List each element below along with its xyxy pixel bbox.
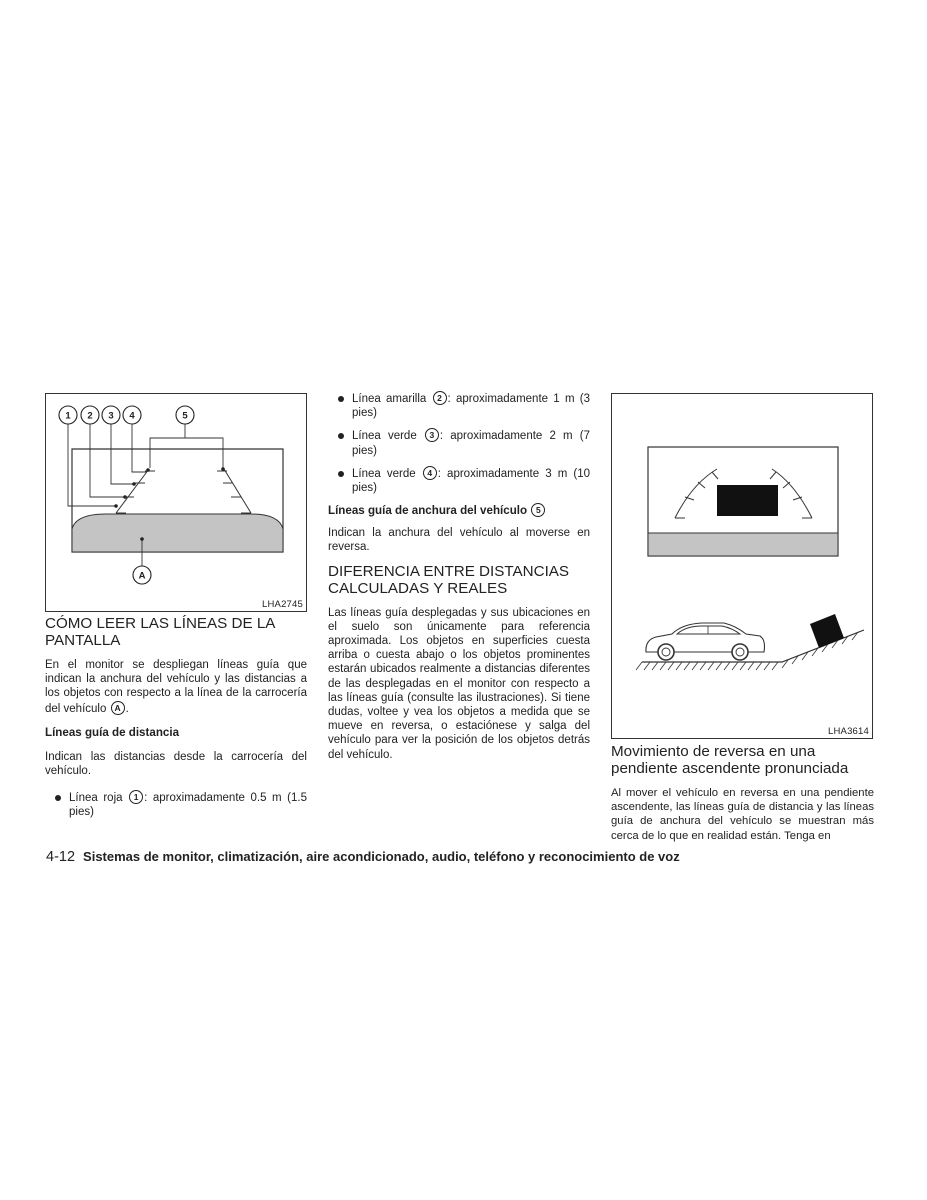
page-number: 4-12 — [46, 849, 76, 865]
paragraph: Indican las distancias desde la carrocería del vehículo. — [45, 750, 307, 778]
list-item: Línea roja 1 : aproximadamente 0.5 m (1.5 pies) — [45, 790, 307, 819]
subheading: Líneas guía de distancia — [45, 725, 180, 739]
paragraph: Las líneas guía desplegadas y sus ubicaciones en el suelo son únicamente para referencia aproximada. Los objetos en superficies cuesta arriba o cuesta abajo o los objetos prominentes estarán ubicados realmente a distancias diferentes de las desplegadas en el monitor con respecto a las líneas guía (consulte las ilustraciones). Si tiene dudas, voltee y vea los objetos a medida que se mueve en reversa, o estaciónese y salga del vehículo para ver la posición de los objetos detrás del vehículo. — [328, 606, 590, 761]
paragraph: Al mover el vehículo en reversa en una pendiente ascendente, las líneas guía de distancia y las líneas guía de anchura del vehículo se muestran más cerca de lo que en realidad están. Tenga en — [611, 787, 874, 842]
paragraph: En el monitor se despliegan líneas guía que indican la anchura del vehículo y las distancias a los objetos con respecto a la línea de la carrocería del vehículo A . — [45, 659, 307, 715]
figure-guide-lines — [45, 393, 307, 612]
figure-code: LHA2745 — [261, 599, 303, 610]
ref-1-icon: 1 — [129, 790, 143, 804]
ref-4-icon: 4 — [423, 466, 437, 480]
callout-2: 2 — [87, 410, 93, 422]
ref-2-icon: 2 — [433, 391, 447, 405]
callout-5: 5 — [182, 410, 188, 422]
section-heading: Movimiento de reversa en una pendiente ascendente pronunciada — [611, 743, 849, 777]
page-footer — [46, 849, 680, 865]
figure-code: LHA3614 — [827, 726, 869, 737]
subheading: Líneas guía de anchura del vehículo 5 — [328, 503, 590, 518]
figure-slope — [611, 393, 873, 739]
list-item: Línea verde 4 : aproximadamente 3 m (10 pies) — [328, 466, 590, 495]
callout-4: 4 — [129, 410, 135, 422]
column-3 — [611, 743, 874, 843]
callout-1: 1 — [65, 410, 71, 422]
ref-3-icon: 3 — [425, 428, 439, 442]
callout-a: A — [138, 570, 146, 582]
ref-a-icon: A — [111, 701, 125, 715]
section-heading: CÓMO LEER LAS LÍNEAS DE LA PANTALLA — [45, 615, 275, 649]
column-2 — [328, 391, 590, 762]
list-item: Línea verde 3 : aproximadamente 2 m (7 pies) — [328, 428, 590, 457]
column-1 — [45, 615, 307, 820]
slope-illustration — [612, 394, 874, 740]
guide-lines-illustration — [46, 394, 308, 613]
section-heading: DIFERENCIA ENTRE DISTANCIAS CALCULADAS Y REALES — [328, 562, 570, 597]
paragraph: Indican la anchura del vehículo al moverse en reversa. — [328, 527, 590, 554]
list-item: Línea amarilla 2 : aproximadamente 1 m (3 pies) — [328, 391, 590, 420]
footer-title: Sistemas de monitor, climatización, aire acondicionado, audio, teléfono y reconocimiento de voz — [83, 849, 680, 864]
ref-5-icon: 5 — [531, 503, 545, 517]
callout-3: 3 — [108, 410, 114, 422]
